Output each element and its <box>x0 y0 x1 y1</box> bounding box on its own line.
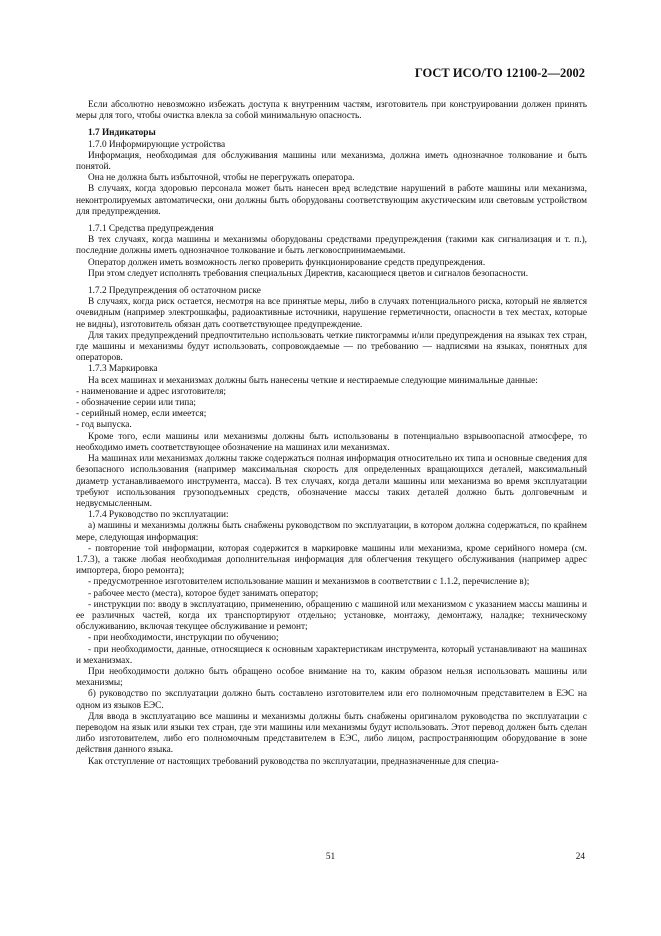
paragraph: Для таких предупреждений предпочтительно использовать четкие пиктограммы и/или предупреждения на языках тех стран, где машины и механизмы будут использовать, сопровождаемые — по требованию — надписями на языках, понятных для операторов. <box>76 330 587 364</box>
paragraph: В случаях, когда риск остается, несмотря на все принятые меры, либо в случаях потенциального риска, который не является очевидным (например электрошкафы, радиоактивные источники, нарушение герметичности, опасности в тех местах, которые не видны), изготовитель обязан дать соответствующее предупреждение. <box>76 297 587 330</box>
list-item: - при необходимости, данные, относящиеся к основным характеристикам инструмента, который устанавливают на машинах и механизмах. <box>76 644 587 666</box>
paragraph: а) машины и механизмы должны быть снабжены руководством по эксплуатации, в котором должна содержаться, по крайнем мере, следующая информация: <box>76 521 587 543</box>
list-item: - при необходимости, инструкции по обучению; <box>88 633 279 644</box>
section-heading: 1.7 Индикаторы <box>88 128 156 139</box>
paragraph: Оператор должен иметь возможность легко проверить функционирование средств предупреждения. <box>88 257 486 268</box>
list-item: - серийный номер, если имеется; <box>76 409 207 420</box>
paragraph: В случаях, когда здоровью персонала может быть нанесен вред вследствие нарушений в работе машины или механизма, неконтролируемых автоматически, они должны быть оборудованы соответствующим акустическим или световым устройством для предупреждения. <box>76 184 587 217</box>
paragraph: б) руководство по эксплуатации должно быть составлено изготовителем или его полномочным представителем в ЕЭС на одном из языков ЕЭС. <box>76 689 587 711</box>
paragraph: В тех случаях, когда машины и механизмы оборудованы средствами предупреждения (такими как сигнализация и т. п.), последние должны иметь однозначное толкование и быть легковоспринимаемыми. <box>76 235 587 257</box>
list-item: - рабочее место (места), которое будет занимать оператор; <box>88 588 319 599</box>
paragraph: При необходимости должно быть обращено особое внимание на то, каким образом нельзя использовать машины или механизмы; <box>76 666 587 689</box>
paragraph: Если абсолютно невозможно избежать доступа к внутренним частям, изготовитель при конструировании должен принять меры для того, чтобы очистка влекла за собой минимальную опасность. <box>76 100 587 122</box>
document-header: ГОСТ ИСО/ТО 12100-2—2002 <box>414 66 585 80</box>
list-item: - инструкции по: вводу в эксплуатацию, применению, обращению с машиной или механизмом с указанием массы машины и ее различных частей, когда их транспортируют отдельно; установке, монтажу, демонтажу, наладке; техническому обслуживанию, включая текущее обслуживание и ремонт; <box>76 599 587 633</box>
list-item: - повторение той информации, которая содержится в маркировке машины или механизма, кроме серийного номера (см. 1.7.3), а также любая необходимая дополнительная информация для облегчения текущего обслуживания (например адрес импортера, бюро ремонта); <box>76 543 587 577</box>
list-item: - наименование и адрес изготовителя; <box>76 386 226 397</box>
list-item: - год выпуска. <box>76 420 132 431</box>
paragraph: При этом следует исполнять требования специальных Директив, касающиеся цветов и сигналов безопасности. <box>88 268 529 279</box>
paragraph: Она не должна быть избыточной, чтобы не перегружать оператора. <box>88 173 355 184</box>
subsection-heading: 1.7.0 Информирующие устройства <box>88 139 226 150</box>
paragraph: Кроме того, если машины или механизмы должны быть использованы в потенциально взрывоопасной атмосфере, то необходимо иметь соответствующее обозначение на машинах или механизмах. <box>76 431 587 453</box>
document-body <box>76 100 587 768</box>
paragraph: Для ввода в эксплуатацию все машины и механизмы должны быть снабжены оригиналом руководства по эксплуатации с переводом на язык или языки тех стран, где эти машины или механизмы будут использовать. Этот перевод должен быть сделан либо изготовителем, либо его полномочным представителем в ЕЭС, либо лицом, распространяющим оборудование в зоне действия данного языка. <box>76 711 587 756</box>
subsection-heading: 1.7.2 Предупреждения об остаточном риске <box>88 286 261 297</box>
paragraph: Как отступление от настоящих требований руководства по эксплуатации, предназначенные для специа- <box>88 756 499 767</box>
paragraph: На всех машинах и механизмах должны быть нанесены четкие и нестираемые следующие минимальные данные: <box>88 375 538 386</box>
subsection-heading: 1.7.1 Средства предупреждения <box>88 224 214 235</box>
paragraph: Информация, необходимая для обслуживания машины или механизма, должна иметь однозначное толкование и быть понятой. <box>76 150 587 173</box>
list-item: - предусмотренное изготовителем использование машин и механизмов в соответствии с 1.1.2, перечисление в); <box>88 577 530 588</box>
page-number-center: 51 <box>325 852 336 862</box>
list-item: - обозначение серии или типа; <box>76 398 196 409</box>
subsection-heading: 1.7.3 Маркировка <box>88 364 158 375</box>
page-number-right: 24 <box>575 852 585 862</box>
subsection-heading: 1.7.4 Руководство по эксплуатации: <box>88 510 229 521</box>
paragraph: На машинах или механизмах должны также содержаться полная информация относительно их типа и основные сведения для безопасного использования (например максимальная скорость для определенных вращающихся деталей, максимальный диаметр устанавливаемого инструмента, масса). В тех случаях, когда детали машины или механизма во время эксплуатации требуют использования грузоподъемных средств, обозначение массы таких деталей должно быть долговечным и недвусмысленным. <box>76 454 587 509</box>
